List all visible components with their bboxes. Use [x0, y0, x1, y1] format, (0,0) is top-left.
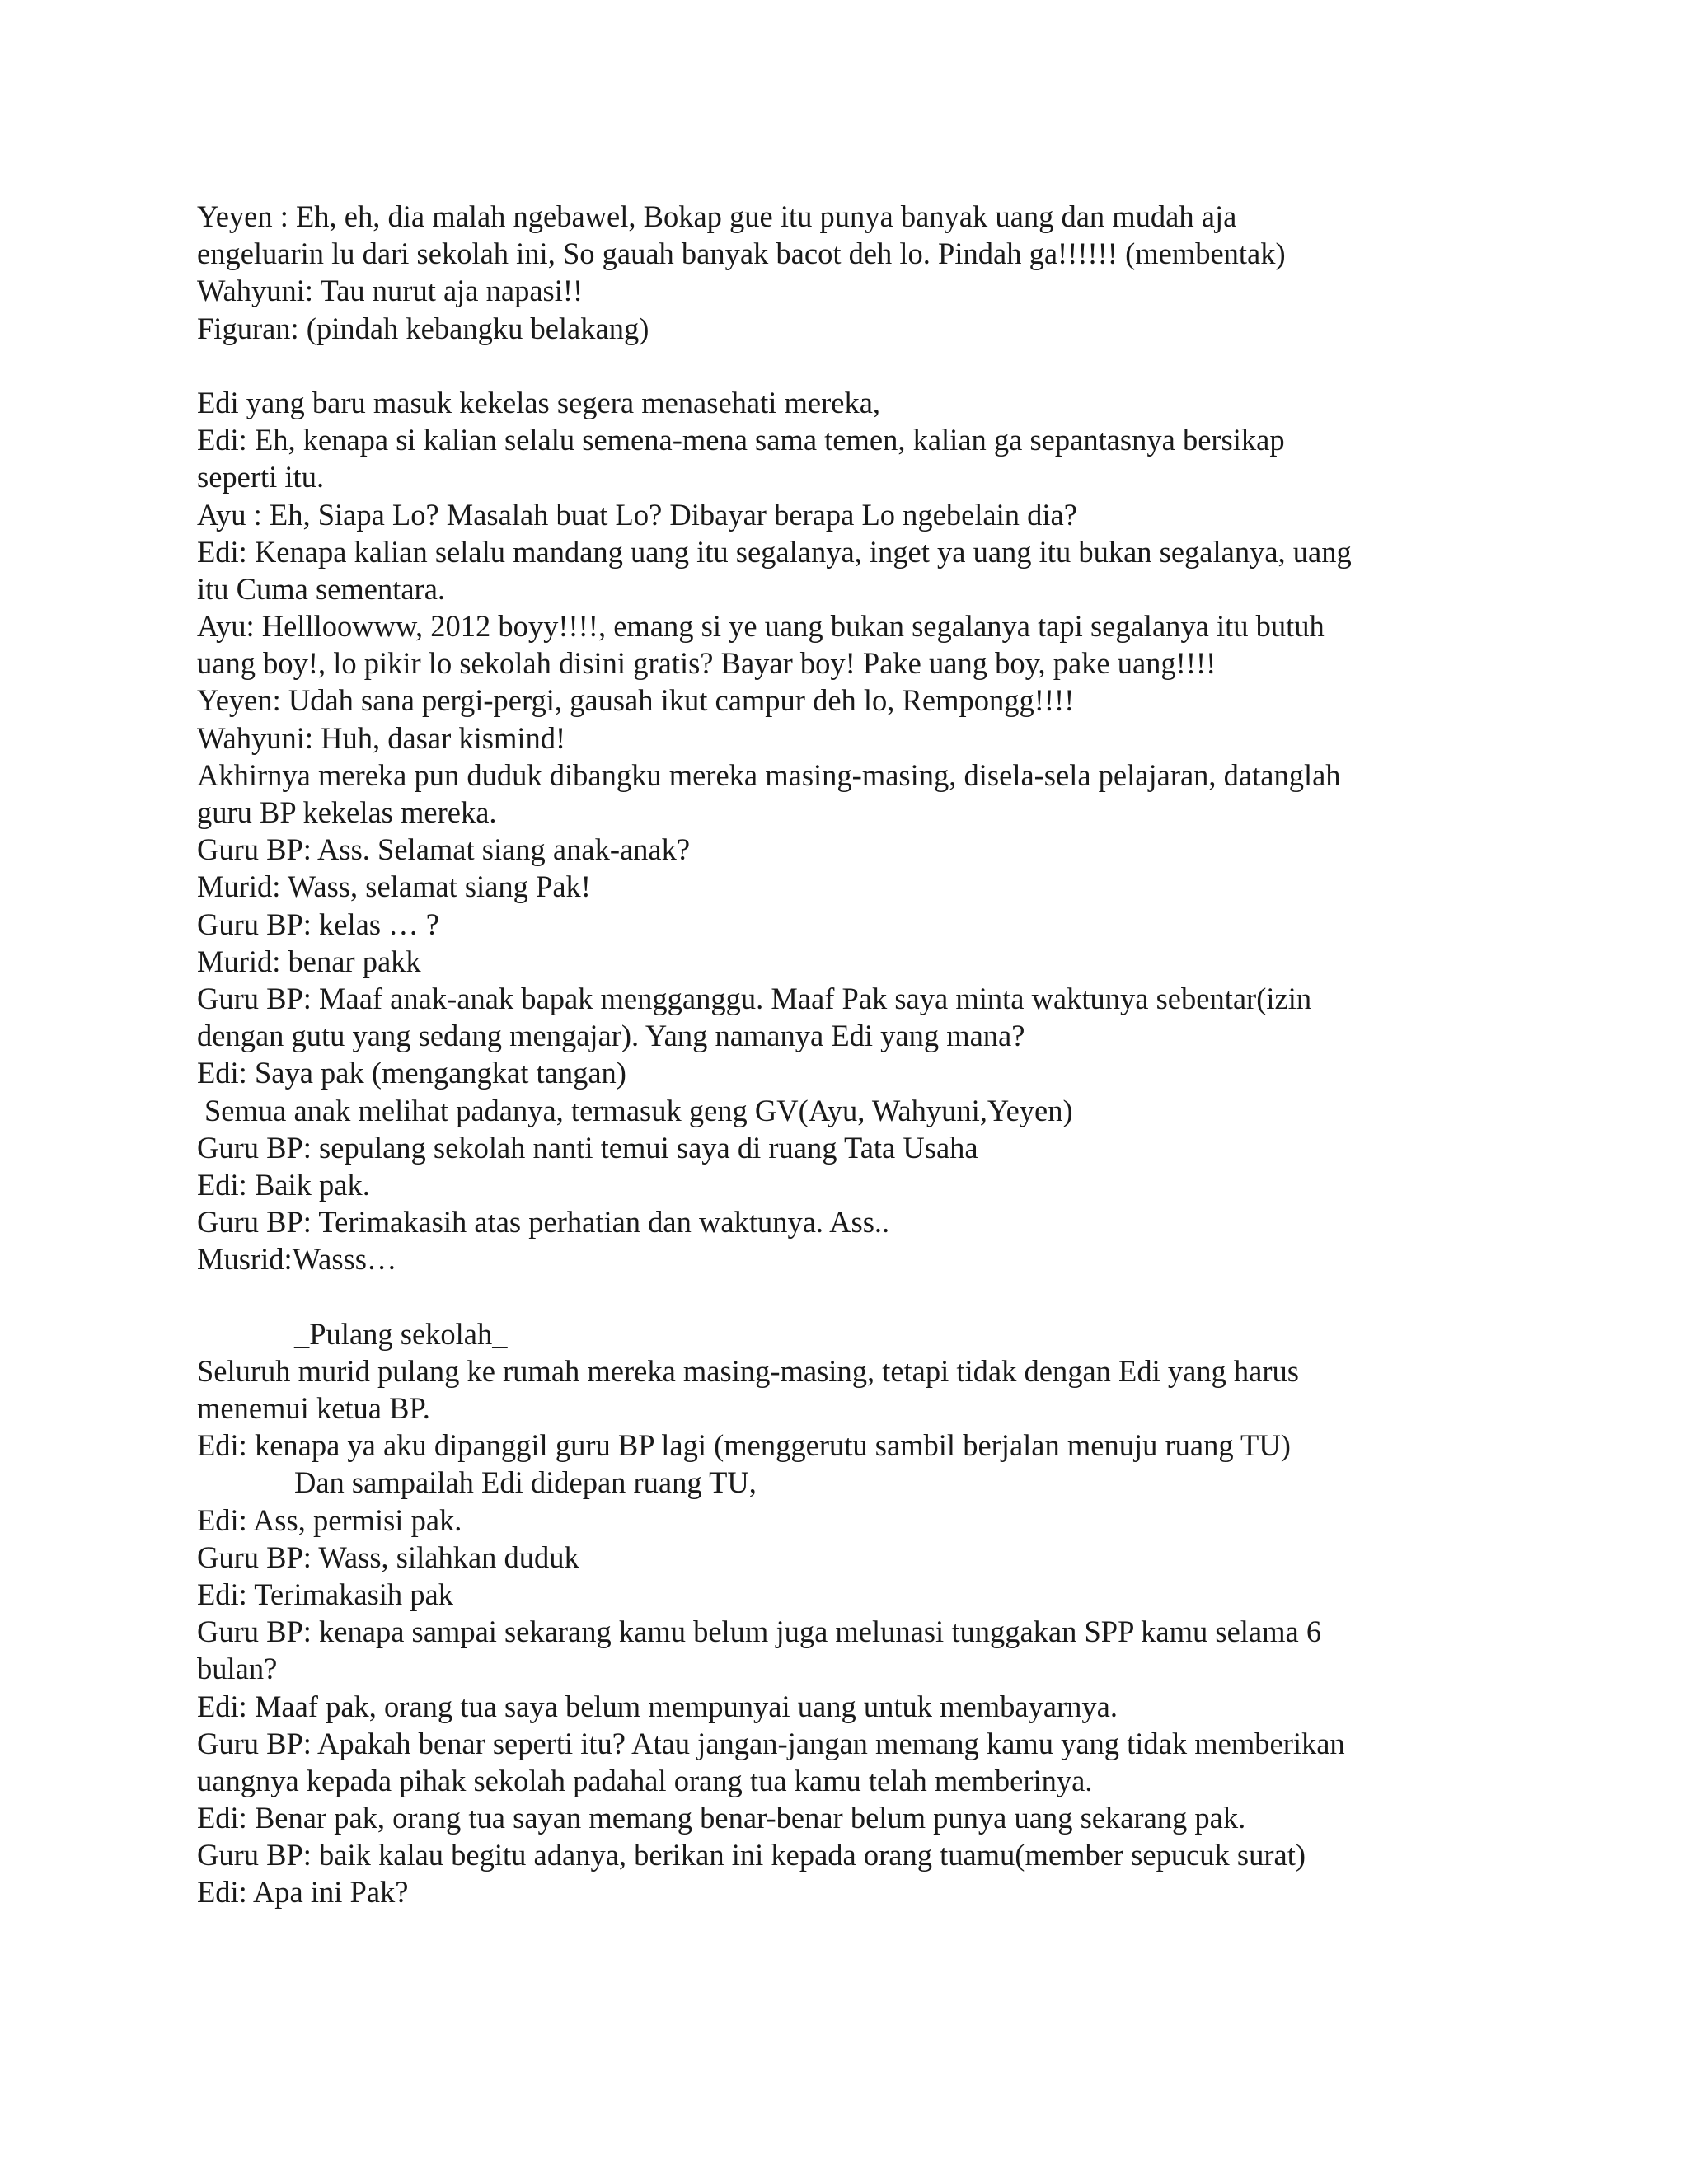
- blank-line: [197, 347, 1499, 384]
- text-line: Dan sampailah Edi didepan ruang TU,: [294, 1465, 757, 1500]
- text-line: Guru BP: Terimakasih atas perhatian dan waktunya. Ass..: [197, 1205, 890, 1240]
- text-line: bulan?: [197, 1652, 278, 1686]
- text-line: uangnya kepada pihak sekolah padahal orang tua kamu telah memberinya.: [197, 1763, 1093, 1797]
- text-line: Edi: Terimakasih pak: [197, 1577, 453, 1611]
- text-line: Guru BP: baik kalau begitu adanya, berikan ini kepada orang tuamu(member sepucuk surat): [197, 1838, 1306, 1872]
- text-line: Yeyen: Udah sana pergi-pergi, gausah ikut campur deh lo, Rempongg!!!!: [197, 683, 1075, 718]
- text-line: Murid: benar pakk: [197, 944, 421, 978]
- text-line: Wahyuni: Tau nurut aja napasi!!: [197, 274, 584, 308]
- text-line: Edi: Saya pak (mengangkat tangan): [197, 1056, 626, 1090]
- text-line: seperti itu.: [197, 460, 325, 494]
- text-line: Figuran: (pindah kebangku belakang): [197, 311, 649, 345]
- text-line: engeluarin lu dari sekolah ini, So gauah banyak bacot deh lo. Pindah ga!!!!!! (membentak): [197, 237, 1286, 271]
- text-line: guru BP kekelas mereka.: [197, 795, 497, 829]
- text-line: Ayu: Hellloowww, 2012 boyy!!!!, emang si ye uang bukan segalanya tapi segalanya itu butuh: [197, 609, 1325, 644]
- text-line: itu Cuma sementara.: [197, 571, 446, 606]
- text-line: Murid: Wass, selamat siang Pak!: [197, 869, 591, 904]
- text-line: Yeyen : Eh, eh, dia malah ngebawel, Bokap gue itu punya banyak uang dan mudah aja: [197, 199, 1237, 233]
- text-line: Edi: kenapa ya aku dipanggil guru BP lagi (menggerutu sambil berjalan menuju ruang TU): [197, 1428, 1291, 1463]
- text-line: Edi: Ass, permisi pak.: [197, 1502, 462, 1537]
- text-line: Guru BP: sepulang sekolah nanti temui saya di ruang Tata Usaha: [197, 1130, 978, 1165]
- text-line: menemui ketua BP.: [197, 1391, 430, 1425]
- text-line: Guru BP: Maaf anak-anak bapak mengganggu. Maaf Pak saya minta waktunya sebentar(izin: [197, 981, 1312, 1015]
- text-line: Guru BP: kenapa sampai sekarang kamu belum juga melunasi tunggakan SPP kamu selama 6: [197, 1615, 1322, 1649]
- blank-line: [197, 1277, 1499, 1315]
- text-line: Seluruh murid pulang ke rumah mereka masing-masing, tetapi tidak dengan Edi yang harus: [197, 1353, 1299, 1388]
- text-line: Guru BP: Ass. Selamat siang anak-anak?: [197, 832, 691, 867]
- text-line: Edi: Apa ini Pak?: [197, 1875, 409, 1910]
- text-line: dengan gutu yang sedang mengajar). Yang namanya Edi yang mana?: [197, 1019, 1025, 1053]
- text-line: Musrid:Wasss…: [197, 1242, 397, 1277]
- section-heading: _Pulang sekolah_: [294, 1316, 508, 1351]
- text-line: Guru BP: kelas … ?: [197, 907, 439, 941]
- text-line: Edi: Baik pak.: [197, 1167, 370, 1202]
- document-body: [197, 198, 1499, 1911]
- text-line: Edi: Maaf pak, orang tua saya belum mempunyai uang untuk membayarnya.: [197, 1689, 1118, 1723]
- text-line: Akhirnya mereka pun duduk dibangku mereka masing-masing, disela-sela pelajaran, datanglah: [197, 757, 1341, 792]
- text-line: Edi: Kenapa kalian selalu mandang uang itu segalanya, inget ya uang itu bukan segalanya, uang: [197, 534, 1352, 569]
- text-line: Guru BP: Wass, silahkan duduk: [197, 1540, 579, 1574]
- text-line: uang boy!, lo pikir lo sekolah disini gratis? Bayar boy! Pake uang boy, pake uang!!!!: [197, 646, 1217, 681]
- text-line: Wahyuni: Huh, dasar kismind!: [197, 720, 566, 755]
- text-line: Edi: Benar pak, orang tua sayan memang benar-benar belum punya uang sekarang pak.: [197, 1801, 1246, 1835]
- text-line: Edi yang baru masuk kekelas segera menasehati mereka,: [197, 385, 881, 419]
- text-line: Ayu : Eh, Siapa Lo? Masalah buat Lo? Dibayar berapa Lo ngebelain dia?: [197, 497, 1077, 532]
- text-line: Edi: Eh, kenapa si kalian selalu semena-mena sama temen, kalian ga sepantasnya bersikap: [197, 423, 1285, 457]
- text-line: Semua anak melihat padanya, termasuk geng GV(Ayu, Wahyuni,Yeyen): [204, 1093, 1073, 1127]
- text-line: Guru BP: Apakah benar seperti itu? Atau jangan-jangan memang kamu yang tidak memberikan: [197, 1726, 1345, 1760]
